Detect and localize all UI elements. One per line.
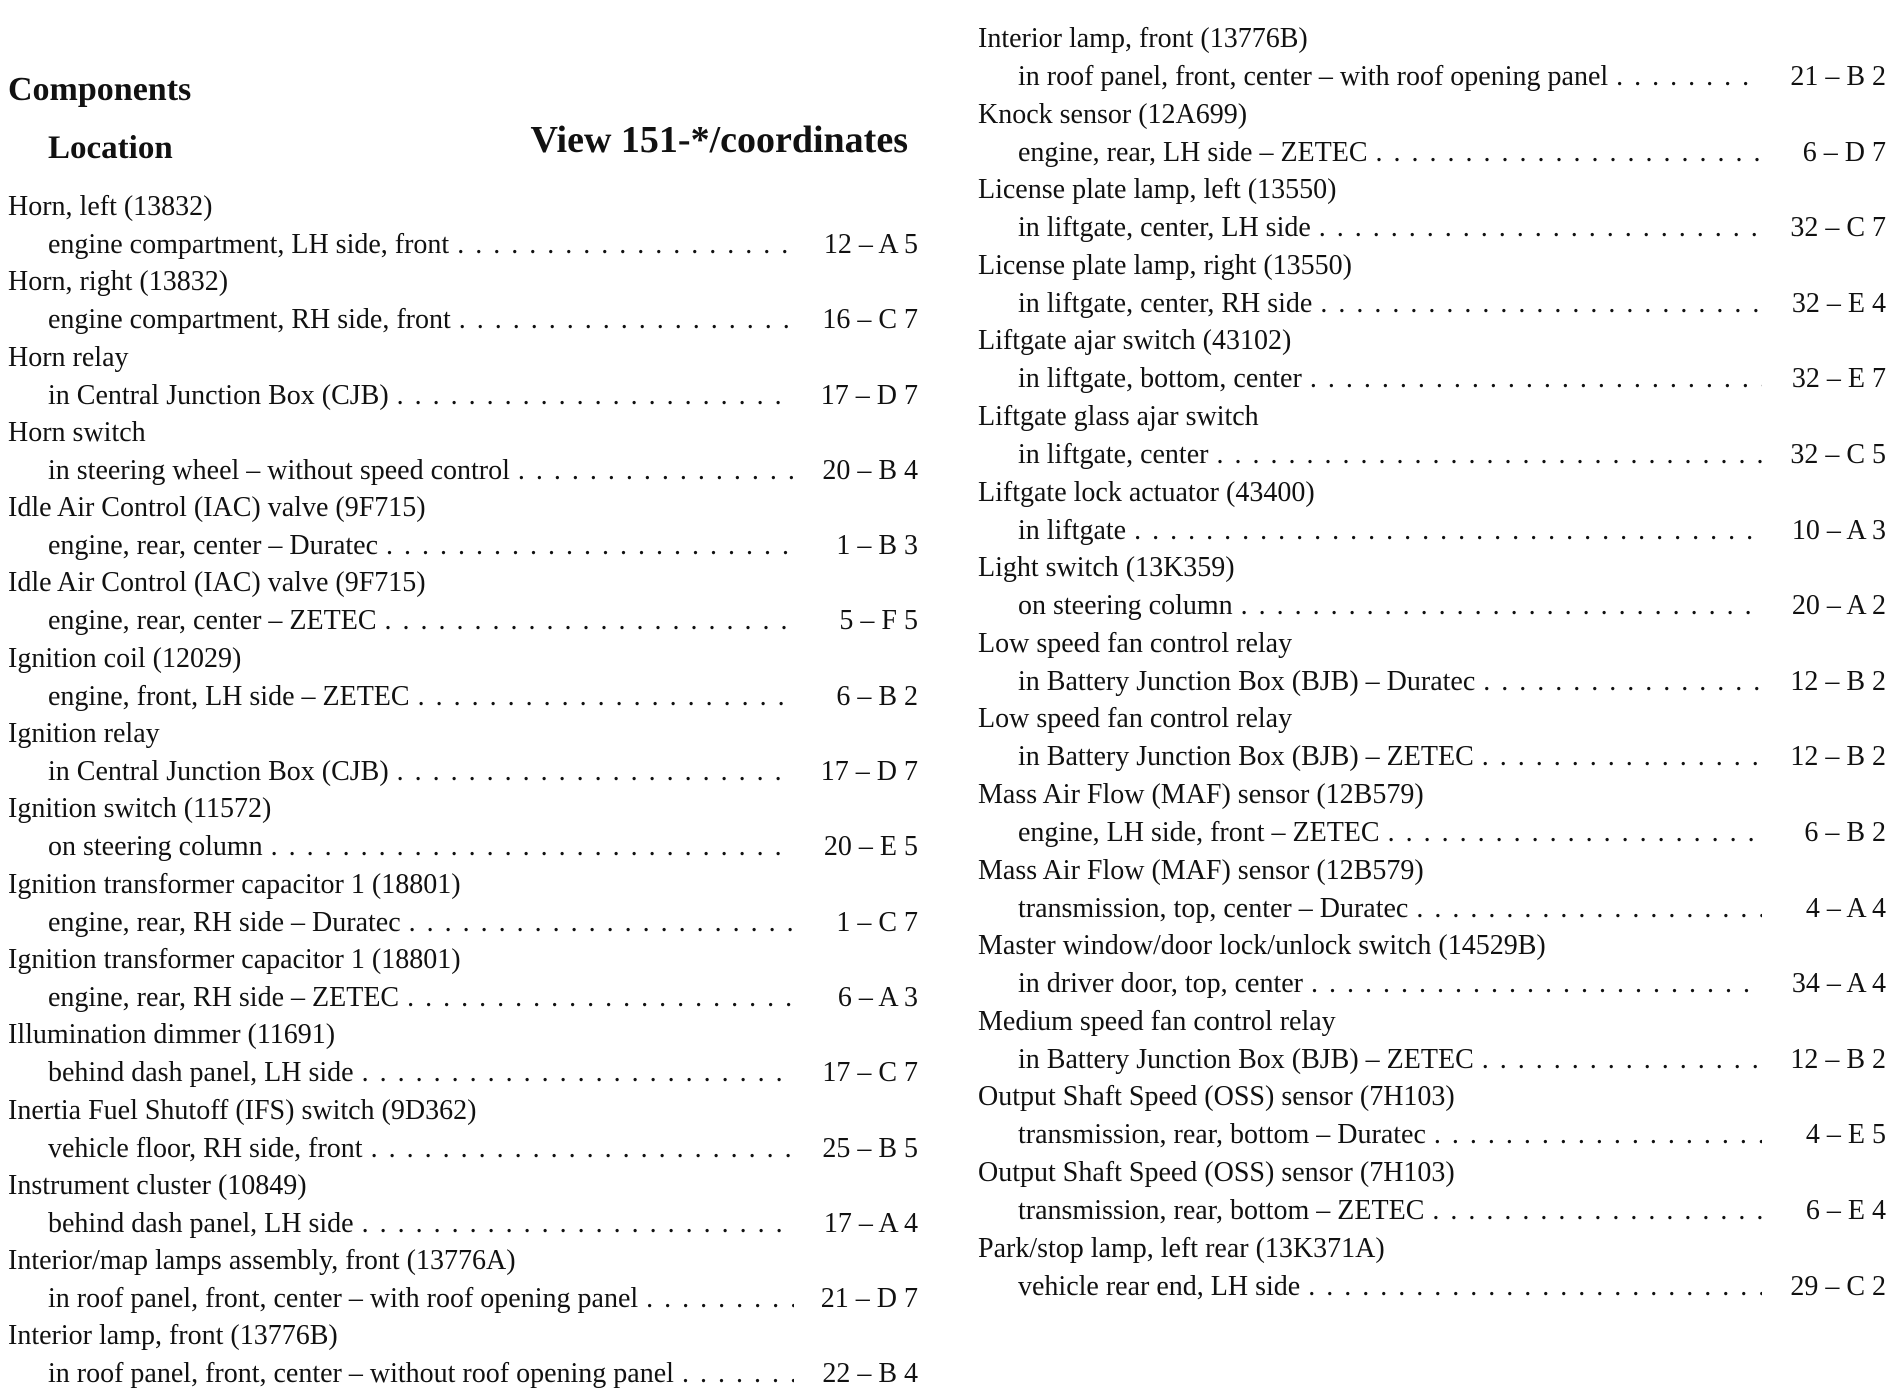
component-location-line (978, 890, 1886, 927)
dot-leader (1434, 1116, 1762, 1153)
component-location-line (978, 58, 1886, 95)
dot-leader (1308, 1268, 1762, 1305)
dot-leader (1376, 134, 1762, 171)
component-coordinates: 4 – A 4 (1805, 892, 1886, 924)
component-entry (8, 941, 918, 1016)
dot-leader (409, 904, 794, 941)
component-location-line (978, 285, 1886, 322)
component-coordinates: 12 – B 2 (1790, 741, 1886, 773)
component-coordinates: 1 – C 7 (836, 906, 918, 938)
dot-leader (362, 1205, 794, 1242)
component-location-line (8, 602, 918, 639)
component-entry (978, 322, 1886, 398)
component-name: Low speed fan control relay (978, 703, 1293, 735)
component-entry (978, 549, 1886, 625)
component-coordinates: 1 – B 3 (836, 530, 918, 562)
component-entry (8, 715, 918, 790)
component-location: engine compartment, RH side, front (48, 304, 451, 336)
component-coordinates: 20 – B 4 (822, 454, 918, 486)
component-coordinates: 12 – B 2 (1790, 1043, 1886, 1075)
component-entry (8, 1167, 918, 1242)
component-name: Park/stop lamp, left rear (13K371A) (978, 1232, 1385, 1264)
component-entry (8, 866, 918, 941)
component-coordinates: 34 – A 4 (1791, 968, 1886, 1000)
dot-leader (682, 1355, 794, 1392)
component-entry (8, 263, 918, 338)
dot-leader (1134, 512, 1762, 549)
component-name: Medium speed fan control relay (978, 1005, 1336, 1037)
dot-leader (1319, 209, 1762, 246)
component-entry (978, 852, 1886, 928)
component-name: Interior lamp, front (13776B) (978, 23, 1308, 54)
component-location-line (8, 904, 918, 941)
component-entry (8, 1092, 918, 1167)
component-coordinates: 12 – B 2 (1790, 665, 1886, 697)
dot-leader (1310, 360, 1762, 397)
component-entry (978, 96, 1886, 172)
component-coordinates: 6 – B 2 (1804, 816, 1886, 848)
component-entry (8, 414, 918, 489)
component-location: in Central Junction Box (CJB) (48, 756, 389, 788)
right-component-list (978, 20, 1886, 1305)
component-location: engine, rear, RH side – ZETEC (48, 981, 400, 1013)
component-location: vehicle rear end, LH side (1018, 1270, 1301, 1302)
component-location-line (978, 360, 1886, 397)
component-name: Idle Air Control (IAC) valve (9F715) (8, 567, 426, 599)
dot-leader (1432, 1192, 1762, 1229)
component-name: Horn relay (8, 341, 129, 373)
component-coordinates: 17 – C 7 (822, 1057, 918, 1089)
component-entry (978, 398, 1886, 474)
dot-leader (646, 1280, 794, 1317)
component-location: engine, rear, center – Duratec (48, 530, 379, 562)
page-title: Components (8, 71, 192, 108)
dot-leader (371, 1130, 794, 1167)
component-location-line (978, 134, 1886, 171)
dot-leader (385, 602, 795, 639)
component-entry (978, 1154, 1886, 1230)
dot-leader (1416, 890, 1762, 927)
component-entry (978, 700, 1886, 776)
dot-leader (362, 1054, 794, 1091)
component-name: License plate lamp, right (13550) (978, 249, 1352, 281)
component-entry (978, 20, 1886, 96)
component-name: Output Shaft Speed (OSS) sensor (7H103) (978, 1156, 1455, 1188)
left-component-list (8, 188, 918, 1393)
dot-leader (459, 301, 794, 338)
location-column-header: Location (48, 130, 173, 166)
component-entry (8, 1317, 918, 1392)
component-location: on steering column (1018, 590, 1233, 622)
component-entry (8, 790, 918, 865)
component-coordinates: 12 – A 5 (823, 229, 918, 260)
dot-leader (271, 828, 794, 865)
component-location: engine, LH side, front – ZETEC (1018, 816, 1380, 848)
component-location: behind dash panel, LH side (48, 1057, 354, 1089)
component-coordinates: 6 – E 4 (1805, 1194, 1886, 1226)
component-coordinates: 32 – E 4 (1791, 287, 1886, 319)
component-location: in driver door, top, center (1018, 968, 1304, 1000)
dot-leader (1320, 285, 1762, 322)
component-location-line (978, 738, 1886, 775)
component-location-line (8, 377, 918, 414)
component-location-line (978, 587, 1886, 624)
component-coordinates: 17 – D 7 (820, 756, 918, 788)
component-location: in steering wheel – without speed control (48, 454, 510, 486)
component-name: Illumination dimmer (11691) (8, 1019, 336, 1051)
component-name: Idle Air Control (IAC) valve (9F715) (8, 492, 426, 524)
component-name: License plate lamp, left (13550) (978, 174, 1337, 206)
component-location-line (8, 226, 918, 263)
component-entry (978, 625, 1886, 701)
component-entry (8, 1242, 918, 1317)
component-entry (8, 564, 918, 639)
component-entry (978, 171, 1886, 247)
component-coordinates: 17 – D 7 (820, 379, 918, 411)
component-name: Horn, right (13832) (8, 266, 229, 298)
component-name: Mass Air Flow (MAF) sensor (12B579) (978, 778, 1424, 810)
component-location-line (978, 814, 1886, 851)
component-location-line (978, 965, 1886, 1002)
component-name: Ignition coil (12029) (8, 642, 242, 674)
component-entry (978, 1078, 1886, 1154)
component-location: behind dash panel, LH side (48, 1207, 354, 1239)
component-name: Liftgate ajar switch (43102) (978, 325, 1292, 357)
component-name: Horn switch (8, 416, 146, 448)
component-name: Liftgate lock actuator (43400) (978, 476, 1315, 508)
component-coordinates: 6 – A 3 (837, 981, 918, 1013)
component-coordinates: 21 – D 7 (820, 1283, 918, 1315)
dot-leader (518, 452, 794, 489)
component-name: Output Shaft Speed (OSS) sensor (7H103) (978, 1081, 1455, 1113)
component-location-line (8, 828, 918, 865)
component-coordinates: 32 – E 7 (1791, 363, 1886, 395)
component-name: Liftgate glass ajar switch (978, 400, 1259, 432)
component-location: in roof panel, front, center – with roof opening panel (48, 1283, 639, 1315)
component-location: engine, rear, center – ZETEC (48, 605, 377, 637)
component-coordinates: 6 – D 7 (1802, 136, 1886, 168)
dot-leader (1311, 965, 1762, 1002)
component-location: in liftgate, center, RH side (1018, 287, 1313, 319)
component-location: in liftgate, center (1018, 438, 1209, 470)
component-location: engine, rear, RH side – Duratec (48, 906, 401, 938)
component-coordinates: 16 – C 7 (822, 304, 918, 336)
component-location-line (8, 1054, 918, 1091)
component-location-line (978, 436, 1886, 473)
component-coordinates: 29 – C 2 (1790, 1270, 1886, 1302)
component-name: Low speed fan control relay (978, 627, 1293, 659)
component-entry (8, 188, 918, 263)
component-location: on steering column (48, 831, 263, 863)
component-location-line (978, 209, 1886, 246)
dot-leader (1388, 814, 1762, 851)
component-name: Interior lamp, front (13776B) (8, 1320, 338, 1352)
component-location-line (8, 1130, 918, 1167)
component-coordinates: 22 – B 4 (822, 1358, 918, 1390)
component-coordinates: 17 – A 4 (823, 1207, 918, 1239)
component-location-line (8, 1355, 918, 1392)
dot-leader (397, 753, 794, 790)
component-location-line (8, 1280, 918, 1317)
component-location: in Central Junction Box (CJB) (48, 379, 389, 411)
component-location: transmission, rear, bottom – ZETEC (1018, 1194, 1425, 1226)
component-coordinates: 21 – B 2 (1790, 61, 1886, 92)
component-location: in Battery Junction Box (BJB) – ZETEC (1018, 1043, 1474, 1075)
component-location-line (8, 979, 918, 1016)
component-name: Mass Air Flow (MAF) sensor (12B579) (978, 854, 1424, 886)
component-location: in roof panel, front, center – without roof opening panel (48, 1358, 674, 1390)
component-entry (978, 776, 1886, 852)
component-coordinates: 20 – A 2 (1791, 590, 1886, 622)
component-location: in liftgate, bottom, center (1018, 363, 1302, 395)
component-name: Instrument cluster (10849) (8, 1169, 307, 1201)
dot-leader (407, 979, 794, 1016)
component-location-line (8, 678, 918, 715)
component-location-line (978, 663, 1886, 700)
component-name: Inertia Fuel Shutoff (IFS) switch (9D362) (8, 1094, 477, 1126)
dot-leader (397, 377, 794, 414)
component-location: in liftgate (1018, 514, 1127, 546)
component-coordinates: 10 – A 3 (1791, 514, 1886, 546)
component-location-line (978, 1116, 1886, 1153)
component-location-line (978, 1041, 1886, 1078)
component-coordinates: 20 – E 5 (823, 831, 918, 863)
component-location-line (8, 301, 918, 338)
component-name: Horn, left (13832) (8, 191, 213, 222)
component-coordinates: 25 – B 5 (822, 1132, 918, 1164)
component-entry (8, 640, 918, 715)
component-location: in Battery Junction Box (BJB) – ZETEC (1018, 741, 1474, 773)
component-name: Knock sensor (12A699) (978, 98, 1248, 130)
component-location-line (8, 452, 918, 489)
component-location-line (8, 1205, 918, 1242)
component-name: Ignition transformer capacitor 1 (18801) (8, 943, 461, 975)
component-name: Ignition transformer capacitor 1 (18801) (8, 868, 461, 900)
dot-leader (386, 527, 794, 564)
component-location: in liftgate, center, LH side (1018, 212, 1311, 244)
component-coordinates: 5 – F 5 (839, 605, 918, 637)
component-location: transmission, top, center – Duratec (1018, 892, 1409, 924)
component-coordinates: 32 – C 5 (1790, 438, 1886, 470)
component-name: Ignition relay (8, 718, 160, 750)
component-location-line (978, 1192, 1886, 1229)
component-entry (978, 1003, 1886, 1079)
component-name: Light switch (13K359) (978, 552, 1235, 584)
component-entry (978, 474, 1886, 550)
component-location: in roof panel, front, center – with roof opening panel (1018, 61, 1609, 92)
component-entry (8, 339, 918, 414)
component-name: Interior/map lamps assembly, front (13776A) (8, 1245, 516, 1277)
dot-leader (1616, 58, 1762, 95)
component-location-line (978, 1268, 1886, 1305)
component-location-line (978, 512, 1886, 549)
dot-leader (418, 678, 794, 715)
component-entry (978, 1230, 1886, 1306)
component-location: engine compartment, LH side, front (48, 229, 450, 260)
component-name: Master window/door lock/unlock switch (14529B) (978, 930, 1546, 962)
component-location: engine, rear, LH side – ZETEC (1018, 136, 1368, 168)
component-coordinates: 32 – C 7 (1790, 212, 1886, 244)
component-coordinates: 6 – B 2 (836, 680, 918, 712)
component-location: in Battery Junction Box (BJB) – Duratec (1018, 665, 1476, 697)
dot-leader (1482, 1041, 1762, 1078)
component-location: transmission, rear, bottom – Duratec (1018, 1119, 1426, 1151)
component-entry (978, 247, 1886, 323)
dot-leader (457, 226, 794, 263)
view-coordinates-column-header: View 151-*/coordinates (530, 119, 908, 161)
component-entry (8, 1016, 918, 1091)
component-location: engine, front, LH side – ZETEC (48, 680, 410, 712)
component-coordinates: 4 – E 5 (1805, 1119, 1886, 1151)
component-location-line (8, 527, 918, 564)
dot-leader (1483, 663, 1762, 700)
component-location: vehicle floor, RH side, front (48, 1132, 363, 1164)
dot-leader (1216, 436, 1762, 473)
dot-leader (1482, 738, 1762, 775)
component-entry (978, 927, 1886, 1003)
component-entry (8, 489, 918, 564)
component-location-line (8, 753, 918, 790)
dot-leader (1241, 587, 1762, 624)
component-name: Ignition switch (11572) (8, 793, 272, 825)
